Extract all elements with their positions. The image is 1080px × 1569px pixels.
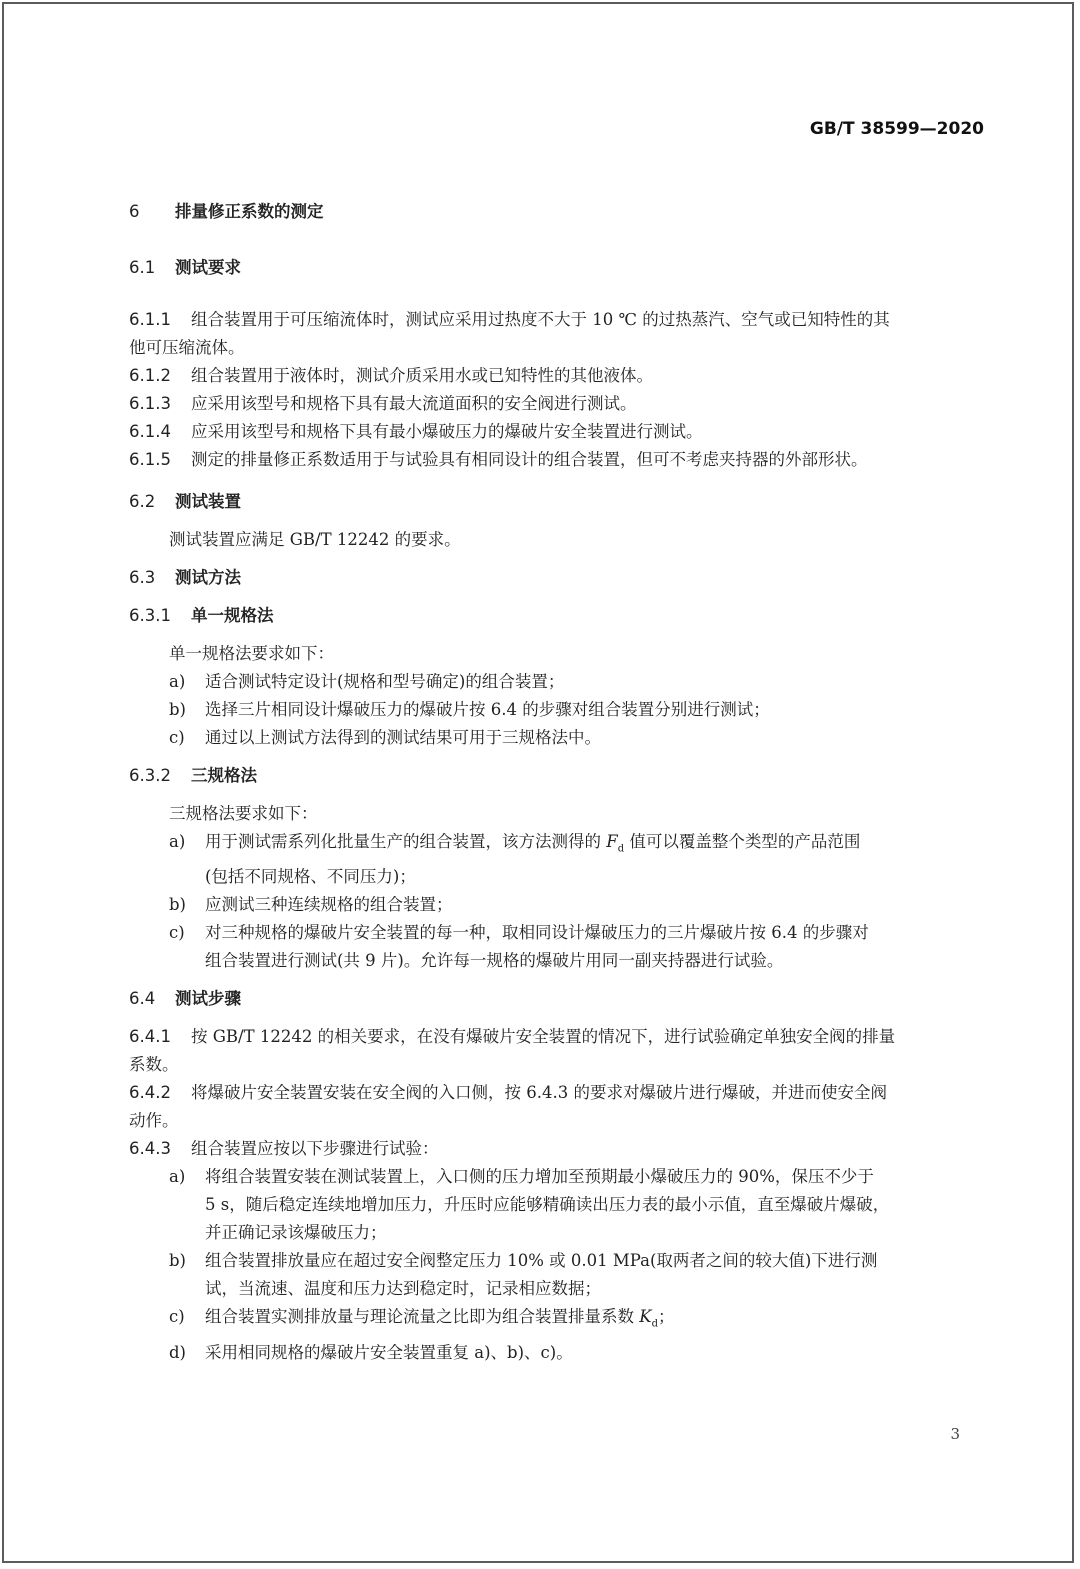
section-6-3-2-intro: 三规格法要求如下：	[169, 804, 318, 823]
clause-number: 6.1.2	[129, 366, 171, 385]
list-item	[129, 696, 985, 724]
list-label: b)	[169, 1251, 186, 1271]
list-item-cont: 并正确记录该爆破压力；	[205, 1223, 387, 1243]
list-label: a)	[169, 1167, 186, 1187]
clause-6-1-1	[129, 306, 985, 334]
symbol-f: F	[606, 832, 618, 851]
list-item-cont: 组合装置进行测试(共 9 片)。允许每一规格的爆破片用同一副夹持器进行试验。	[205, 951, 784, 971]
list-text: 对三种规格的爆破片安全装置的每一种，取相同设计爆破压力的三片爆破片按 6.4 的步骤对	[205, 923, 869, 943]
symbol-subscript: d	[651, 1318, 658, 1330]
section-6-3-1-heading	[129, 602, 985, 630]
clause-text: 组合装置应按以下步骤进行试验：	[191, 1139, 439, 1159]
list-item	[129, 919, 985, 947]
clause-text: 组合装置用于液体时，测试介质采用水或已知特性的其他液体。	[191, 366, 653, 385]
list-label: a)	[169, 672, 186, 691]
clause-text: 测定的排量修正系数适用于与试验具有相同设计的组合装置，但可不考虑夹持器的外部形状。	[191, 450, 868, 469]
clause-6-4-1	[129, 1023, 985, 1051]
list-item	[129, 891, 985, 919]
clause-6-4-2-cont: 动作。	[129, 1111, 179, 1131]
symbol-subscript: d	[617, 843, 625, 855]
clause-text: 按 GB/T 12242 的相关要求，在没有爆破片安全装置的情况下，进行试验确定单独安全阀的排量	[191, 1027, 896, 1047]
document-body	[129, 198, 985, 1367]
clause-number: 6.1.1	[129, 310, 171, 329]
section-number: 6.2	[129, 492, 156, 511]
standard-number: GB/T 38599—2020	[809, 119, 984, 139]
clause-6-1-2	[129, 362, 985, 390]
list-item	[129, 1163, 985, 1191]
symbol-k: K	[639, 1307, 652, 1327]
list-item	[129, 668, 985, 696]
list-label: c)	[169, 728, 185, 747]
section-title: 三规格法	[191, 766, 257, 785]
clause-number: 6.1.3	[129, 394, 171, 413]
list-label: c)	[169, 923, 185, 943]
list-item-cont: (包括不同规格、不同压力)；	[205, 867, 416, 887]
clause-6-1-4	[129, 418, 985, 446]
clause-6-4-3	[129, 1135, 985, 1163]
section-title: 单一规格法	[191, 606, 274, 625]
list-text: 选择三片相同设计爆破压力的爆破片按 6.4 的步骤对组合装置分别进行测试；	[205, 700, 770, 719]
clause-6-4-1-cont: 系数。	[129, 1055, 179, 1075]
list-text: 组合装置实测排放量与理论流量之比即为组合装置排量系数	[205, 1307, 640, 1327]
list-text: ；	[657, 1307, 675, 1327]
list-item	[129, 1339, 985, 1367]
section-6-heading	[129, 198, 985, 226]
section-title: 排量修正系数的测定	[175, 202, 324, 221]
list-text: 值可以覆盖整个类型的产品范围	[624, 832, 861, 851]
list-item	[129, 1303, 985, 1338]
section-title: 测试方法	[175, 568, 241, 587]
section-title: 测试步骤	[175, 989, 241, 1009]
section-6-3-1-intro: 单一规格法要求如下：	[169, 644, 334, 663]
section-number: 6.3.2	[129, 766, 171, 785]
section-6-2-heading	[129, 488, 985, 516]
clause-text: 应采用该型号和规格下具有最小爆破压力的爆破片安全装置进行测试。	[191, 422, 703, 441]
clause-6-4-2	[129, 1079, 985, 1107]
clause-6-1-5	[129, 446, 985, 474]
clause-6-1-1-cont: 他可压缩流体。	[129, 338, 245, 357]
clause-number: 6.4.3	[129, 1139, 171, 1159]
section-6-2-text: 测试装置应满足 GB/T 12242 的要求。	[169, 530, 461, 549]
list-label: b)	[169, 895, 186, 915]
list-text: 适合测试特定设计(规格和型号确定)的组合装置；	[205, 672, 565, 691]
section-number: 6.1	[129, 258, 156, 277]
list-label: a)	[169, 832, 186, 851]
clause-number: 6.1.4	[129, 422, 171, 441]
section-title: 测试要求	[175, 258, 241, 277]
clause-text: 组合装置用于可压缩流体时，测试应采用过热度不大于 10 ℃ 的过热蒸汽、空气或已知特性的其	[191, 310, 890, 329]
section-6-3-heading	[129, 564, 985, 592]
section-6-4-heading	[129, 985, 985, 1013]
clause-number: 6.4.2	[129, 1083, 171, 1103]
list-label: b)	[169, 700, 186, 719]
section-6-1-heading	[129, 254, 985, 282]
clause-number: 6.4.1	[129, 1027, 171, 1047]
clause-6-1-3	[129, 390, 985, 418]
list-item-cont: 5 s，随后稳定连续地增加压力，升压时应能够精确读出压力表的最小示值，直至爆破片爆破，	[205, 1195, 890, 1215]
list-label: d)	[169, 1342, 186, 1362]
clause-text: 将爆破片安全装置安装在安全阀的入口侧，按 6.4.3 的要求对爆破片进行爆破，并进而使安全阀	[191, 1083, 887, 1103]
clause-number: 6.1.5	[129, 450, 171, 469]
section-number: 6.3	[129, 568, 156, 587]
section-6-3-2-heading	[129, 762, 985, 790]
list-item	[129, 1247, 985, 1275]
section-title: 测试装置	[175, 492, 241, 511]
section-number: 6	[129, 202, 140, 221]
list-text: 通过以上测试方法得到的测试结果可用于三规格法中。	[205, 728, 601, 747]
section-number: 6.3.1	[129, 606, 171, 625]
list-item	[129, 724, 985, 752]
section-number: 6.4	[129, 989, 156, 1009]
list-item-cont: 试，当流速、温度和压力达到稳定时，记录相应数据；	[205, 1279, 601, 1299]
list-text: 应测试三种连续规格的组合装置；	[205, 895, 453, 915]
clause-text: 应采用该型号和规格下具有最大流道面积的安全阀进行测试。	[191, 394, 637, 413]
list-item	[129, 828, 985, 863]
list-text: 采用相同规格的爆破片安全装置重复 a)、b)、c)。	[205, 1342, 573, 1362]
list-label: c)	[169, 1307, 185, 1327]
list-text: 将组合装置安装在测试装置上，入口侧的压力增加至预期最小爆破压力的 90%，保压不少于	[205, 1167, 874, 1187]
list-text: 组合装置排放量应在超过安全阀整定压力 10% 或 0.01 MPa(取两者之间的较大值)下进行测	[205, 1251, 878, 1271]
list-text: 用于测试需系列化批量生产的组合装置，该方法测得的	[205, 832, 607, 851]
page-number: 3	[950, 1425, 960, 1443]
